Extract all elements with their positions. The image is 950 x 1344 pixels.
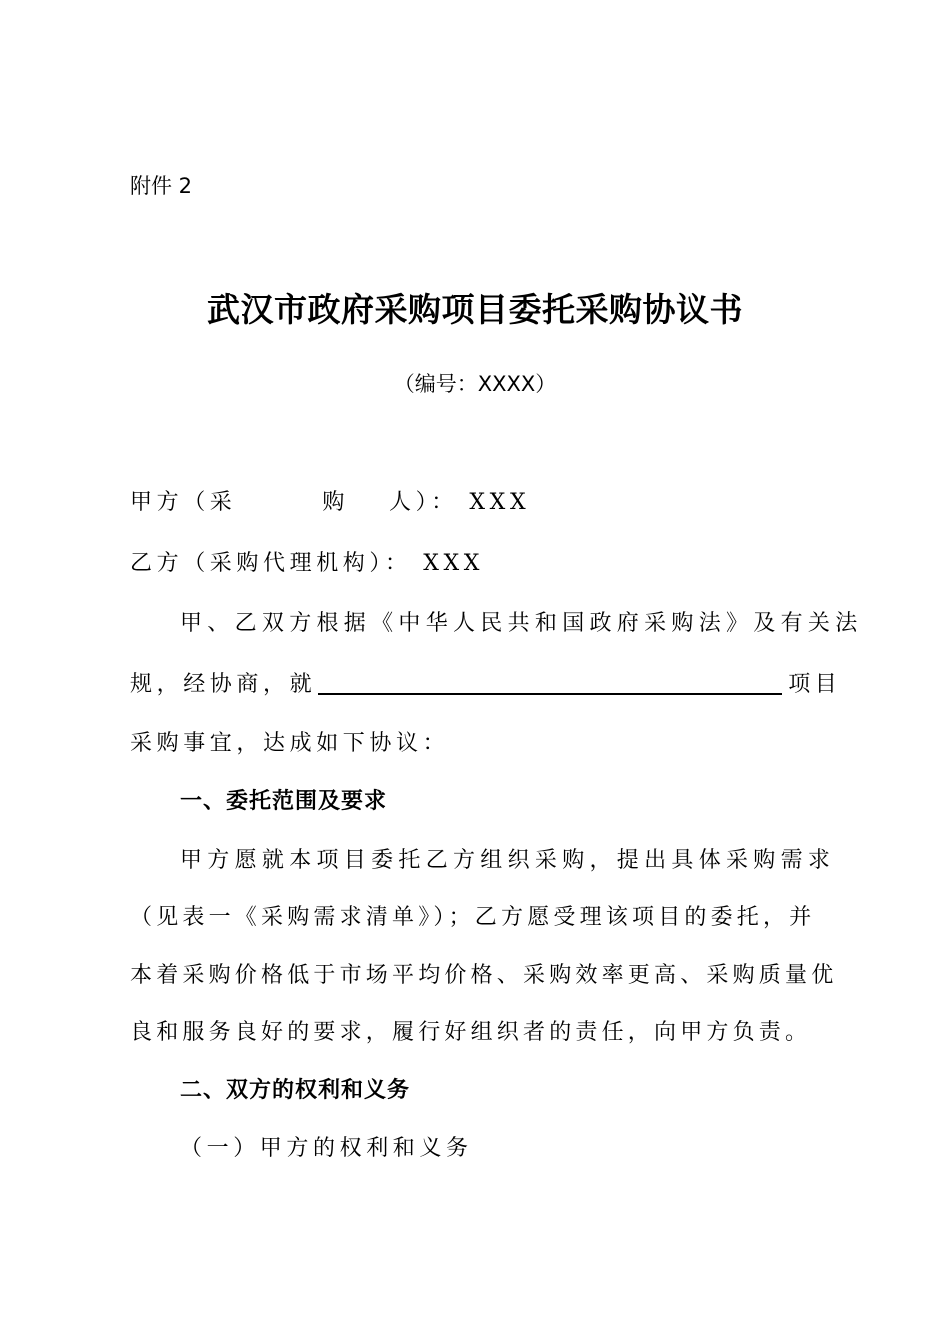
section-1-line-3: 本着采购价格低于市场平均价格、采购效率更高、采购质量优	[130, 963, 838, 988]
intro-line-2-prefix: 规，经协商，就	[130, 672, 317, 697]
party-a-line	[130, 485, 530, 516]
party-a-label-2: 购	[322, 490, 350, 515]
party-b-line	[130, 546, 484, 577]
section-1-line-4: 良和服务良好的要求，履行好组织者的责任，向甲方负责。	[130, 1020, 812, 1045]
section-2-subheading-1: （一）甲方的权利和义务	[180, 1136, 473, 1161]
intro-line-3: 采购事宜，达成如下协议：	[130, 731, 450, 756]
project-name-blank[interactable]	[318, 669, 782, 695]
attachment-label: 附件 2	[130, 174, 193, 198]
party-a-label-1: 甲方（采	[130, 490, 237, 515]
intro-line-1: 甲、乙双方根据《中华人民共和国政府采购法》及有关法	[180, 611, 863, 636]
section-2-heading: 二、双方的权利和义务	[180, 1078, 411, 1103]
intro-line-2-suffix: 项目	[788, 672, 842, 697]
party-a-value: XXX	[469, 490, 531, 515]
intro-line-2	[130, 667, 841, 698]
party-b-label: 乙方（采购代理机构）：	[130, 551, 412, 576]
party-a-label-3: 人）：	[389, 490, 458, 515]
section-1-heading: 一、委托范围及要求	[180, 789, 388, 814]
section-1-line-2: （见表一《采购需求清单》）；乙方愿受理该项目的委托，并	[130, 905, 816, 930]
document-number: （编号：XXXX）	[393, 372, 557, 396]
party-b-value: XXX	[423, 551, 484, 576]
document-title: 武汉市政府采购项目委托采购协议书	[207, 290, 743, 329]
section-1-line-1: 甲方愿就本项目委托乙方组织采购，提出具体采购需求	[180, 848, 836, 873]
